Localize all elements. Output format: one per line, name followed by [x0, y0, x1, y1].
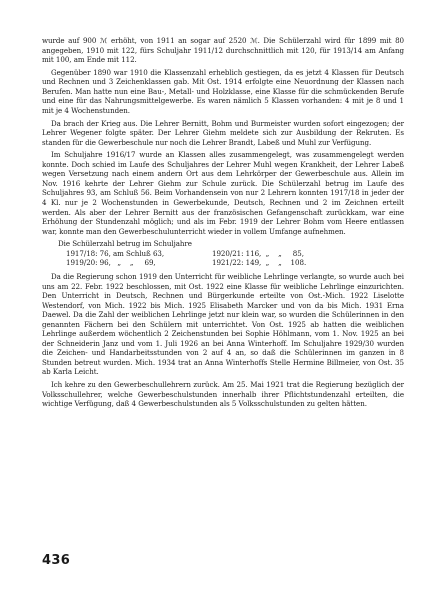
paragraph-5: Da die Regierung schon 1919 den Unterricht für weibliche Lehrlinge verlangte, so wurde auch bei uns am 22. Febr. 1922 beschlossen, mit Ost. 1922 eine Klasse für weibliche Lehrlinge einzurichten. Den Unterricht in Deutsch, Rechnen und Bürgerkunde erteilte von Ost.-Mich. 1922 Liselotte Westendorf, von Mich. 1922 bis Mich. 1925 Elisabeth Marcker und von da bis Mich. 1931 Erna Daewel. Da die Zahl der weiblichen Lehrlinge jetzt nur klein war, so wurden die Schülerinnen in den genannten Fächern bei den Schülern mit unterrichtet. Von Ost. 1925 ab hatten die weiblichen Lehrlinge außerdem wöchentlich 2 Zeichenstunden bei Sophie Höhlmann, vom 1. Nov. 1925 an bei der Schneiderin Janz und vom 1. Juli 1926 an bei Anna Winterhoff. Im Schuljahre 1929/30 wurden die Zeichen- und Handarbeitsstunden von 2 auf 4 an, so daß die Schülerinnen im ganzen in 8 Stunden betreut wurden. Mich. 1934 trat an Anna Winterhoffs Stelle Hermine Billmeier, von Ost. 35 ab Karla Leicht.	[42, 271, 404, 377]
paragraph-2: Gegenüber 1890 war 1910 die Klassenzahl erheblich gestiegen, da es jetzt 4 Klassen für Deutsch und Rechnen und 3 Zeichenklassen gab. Mit Ost. 1914 erfolgte eine Neuordnung der Klassen nach Berufen. Man hatte nun eine Bau-, Metall- und Holzklasse, eine Klasse für die schmückenden Berufe und eine für das Nahrungsmittelgewerbe. Es waren nämlich 5 Klassen vorhanden: 4 mit je 8 und 1 mit je 4 Wochenstunden.	[42, 67, 404, 115]
stats-cell: 1921/22: 149, „ „ 108.	[212, 258, 307, 268]
student-count-table	[66, 249, 404, 268]
paragraph-4: Im Schuljahre 1916/17 wurde an Klassen alles zusammengelegt, was zusammengelegt werden konnte. Doch schied im Laufe des Schuljahres der Lehrer Muhl wegen Krankheit, der Lehrer Labeß wegen Versetzung nach einem andern Ort aus dem Lehrkörper der Gewerbeschule aus. Allein im Nov. 1916 kehrte der Lehrer Giehm zur Schule zurück. Die Schülerzahl betrug im Laufe des Schuljahres 93, am Schluß 56. Beim Vorhandensein von nur 2 Lehrern konnten 1917/18 in jeder der 4 Kl. nur je 2 Wochenstunden in Gewerbekunde, Deutsch, Rechnen und 2 im Zeichnen erteilt werden. Als aber der Lehrer Bernitt aus der französischen Gefangenschaft zurückkam, war eine Erhöhung der Stundenzahl möglich; und als im Febr. 1919 der Lehrer Bohm vom Heere entlassen war, konnte man den Gewerbeschulunterricht wieder in vollem Umfange aufnehmen.	[42, 150, 404, 236]
paragraph-6: Ich kehre zu den Gewerbeschullehrern zurück. Am 25. Mai 1921 trat die Regierung bezüglich der Volksschullehrer, welche Gewerbeschulstunden innerhalb ihrer Pflichtstundenzahl erteilten, die wichtige Verfügung, daß 4 Gewerbeschulstunden als 5 Volksschulstunden zu gelten hätten.	[42, 380, 404, 409]
stats-cell: 1920/21: 116, „ „ 85,	[212, 248, 304, 258]
page-number: 436	[42, 553, 71, 568]
paragraph-1: wurde auf 900 ℳ erhöht, von 1911 an sogar auf 2520 ℳ. Die Schülerzahl wird für 1899 mit 80 angegeben, 1910 mit 122, fürs Schuljahr 1911/12 durchschnittlich mit 120, für 1913/14 am Anfang mit 100, am Ende mit 112.	[42, 36, 404, 65]
page-body	[42, 36, 404, 412]
stats-title: Die Schülerzahl betrug im Schuljahre	[58, 239, 192, 249]
paragraph-3: Da brach der Krieg aus. Die Lehrer Bernitt, Bohm und Burmeister wurden sofort eingezogen; der Lehrer Wegener folgte später. Der Lehrer Giehm meldete sich zur Ausbildung der Rekruten. Es standen für die Gewerbeschule nur noch die Lehrer Brandt, Labeß und Muhl zur Verfügung.	[42, 118, 404, 147]
stats-cell: 1919/20: 96, „ „ 69,	[66, 258, 156, 268]
stats-cell: 1917/18: 76, am Schluß 63,	[66, 248, 165, 258]
